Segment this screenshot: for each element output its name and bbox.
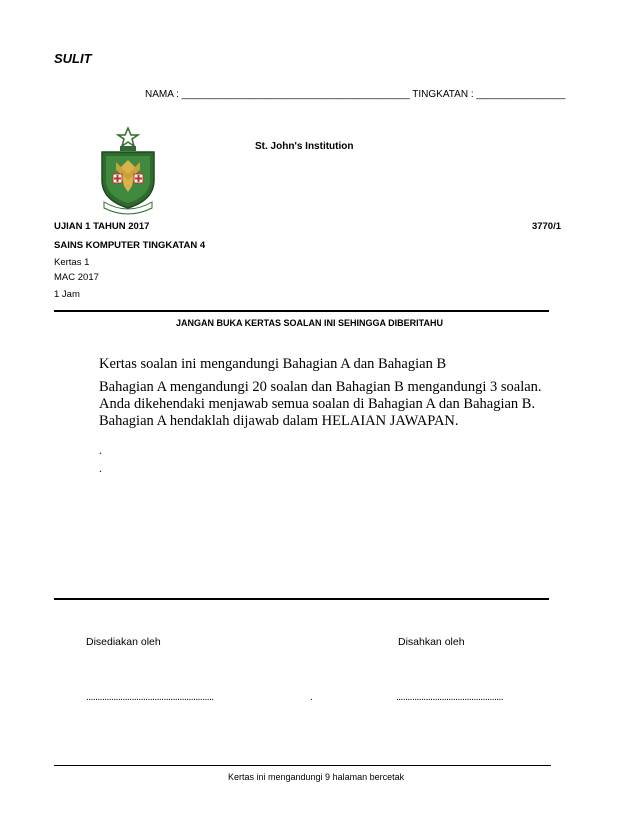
top-divider	[54, 310, 549, 312]
paper-code: 3770/1	[531, 221, 561, 232]
instruction-line: Bahagian A mengandungi 20 soalan dan Bahagian B mengandungi 3 soalan.	[99, 379, 542, 395]
subject-name: SAINS KOMPUTER TINGKATAN 4	[54, 240, 206, 251]
dot-mark: .	[99, 461, 102, 475]
do-not-open-warning: JANGAN BUKA KERTAS SOALAN INI SEHINGGA DIBERITAHU	[176, 318, 444, 328]
page-count-footer: Kertas ini mengandungi 9 halaman bercetak	[228, 772, 405, 782]
name-class-field: NAMA : _________________________________________ TINGKATAN : ________________	[145, 89, 566, 100]
exam-title: UJIAN 1 TAHUN 2017	[54, 221, 150, 232]
exam-duration: 1 Jam	[54, 289, 80, 300]
dot-mark: .	[99, 443, 102, 457]
bottom-divider	[54, 598, 549, 600]
instruction-line: Anda dikehendaki menjawab semua soalan di Bahagian A dan Bahagian B.	[99, 396, 536, 412]
prepared-by-label: Disediakan oleh	[86, 636, 161, 648]
classification-label: SULIT	[54, 51, 92, 66]
exam-month: MAC 2017	[54, 272, 99, 283]
paper-number: Kertas 1	[54, 257, 90, 268]
middle-dot: .	[310, 692, 313, 703]
school-crest-logo	[96, 126, 160, 216]
instruction-line: Bahagian A hendaklah dijawab dalam HELAIAN JAWAPAN.	[99, 413, 459, 429]
approved-by-label: Disahkan oleh	[398, 636, 465, 648]
school-name: St. John's Institution	[255, 141, 354, 152]
prepared-by-signature-line: ........................................................	[86, 692, 214, 703]
approved-by-signature-line: ...............................................	[396, 692, 504, 703]
instruction-line: Kertas soalan ini mengandungi Bahagian A dan Bahagian B	[99, 356, 447, 372]
footer-divider	[54, 765, 551, 766]
